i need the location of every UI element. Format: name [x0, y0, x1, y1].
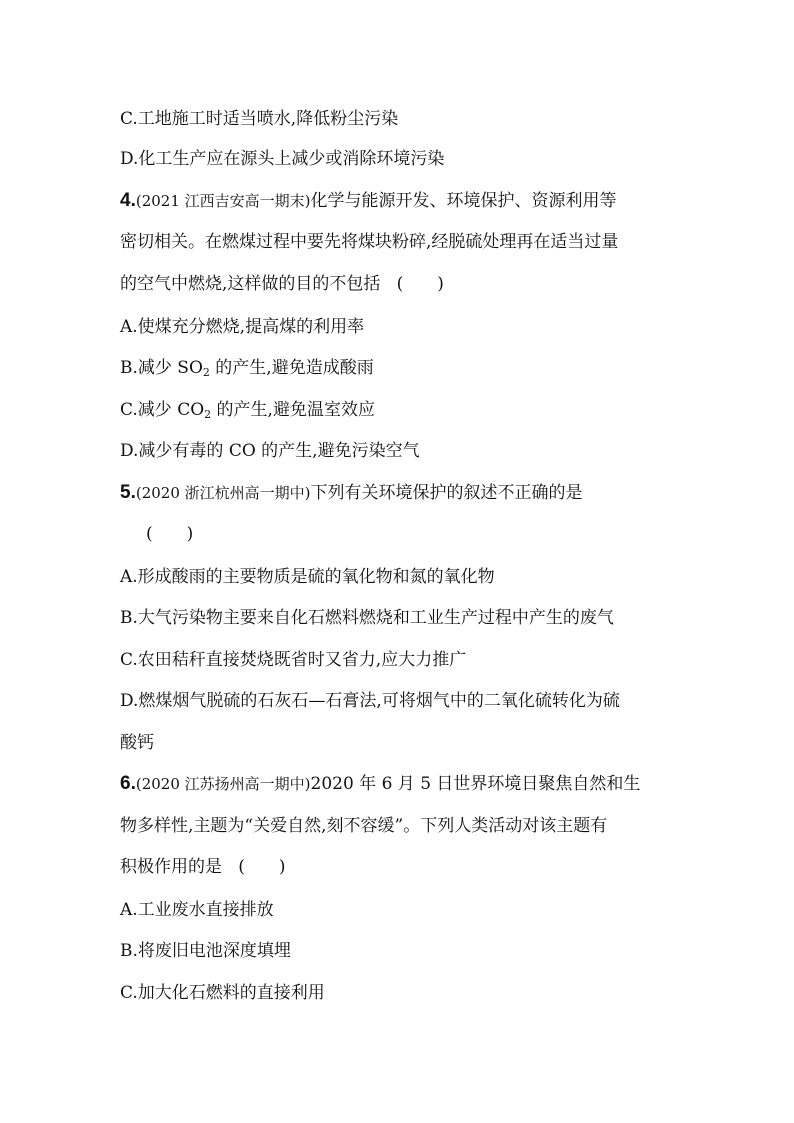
option-d-continued: 酸钙 — [120, 733, 154, 753]
option-b: B.大气污染物主要来自化石燃料燃烧和工业生产过程中产生的废气 — [120, 608, 614, 628]
option-c: C.农田秸秆直接焚烧既省时又省力,应大力推广 — [120, 650, 467, 670]
option-c: C.减少 $CO_2$ 的产生,避免温室效应 — [120, 400, 375, 421]
stem-text: 2020 年 6 月 5 日世界环境日聚焦自然和生 — [310, 774, 641, 794]
answer-blank: ( ) — [396, 274, 444, 294]
question-stem — [120, 190, 617, 212]
stem-text: 下列有关环境保护的叙述不正确的是 — [310, 483, 583, 503]
option-b: B.减少 $SO_2$ 的产生,避免造成酸雨 — [120, 358, 374, 379]
question-number: 5. — [120, 482, 136, 503]
stem-text: 物多样性,主题为“关爱自然,刻不容缓”。下列人类活动对该主题有 — [120, 816, 608, 836]
question-number: 4. — [120, 190, 136, 211]
option-a: A.形成酸雨的主要物质是硫的氧化物和氮的氧化物 — [120, 567, 495, 587]
answer-blank: ( ) — [146, 524, 194, 544]
option-c: C.加大化石燃料的直接利用 — [120, 983, 325, 1003]
question-source: (2020 浙江杭州高一期中) — [135, 484, 311, 502]
option-c: C.工地施工时适当喷水,降低粉尘污染 — [120, 109, 399, 129]
question-stem — [120, 773, 640, 795]
option-d: D.燃煤烟气脱硫的石灰石—石膏法,可将烟气中的二氧化硫转化为硫 — [120, 691, 620, 711]
option-a: A.工业废水直接排放 — [120, 900, 274, 920]
stem-text: 的空气中燃烧,这样做的目的不包括 ( ) — [120, 274, 444, 294]
stem-text: 积极作用的是 ( ) — [120, 857, 286, 877]
option-a: A.使煤充分燃烧,提高煤的利用率 — [120, 317, 365, 337]
option-d: D.化工生产应在源头上减少或消除环境污染 — [120, 149, 445, 169]
option-d: D.减少有毒的 CO 的产生,避免污染空气 — [120, 441, 420, 461]
question-source: (2020 江苏扬州高一期中) — [135, 775, 311, 793]
question-source: (2021 江西吉安高一期末) — [135, 192, 311, 210]
question-number: 6. — [120, 773, 136, 794]
stem-text: 化学与能源开发、环境保护、资源利用等 — [310, 191, 617, 211]
option-b: B.将废旧电池深度填埋 — [120, 941, 291, 961]
stem-text: 密切相关。在燃煤过程中要先将煤块粉碎,经脱硫处理再在适当过量 — [120, 232, 619, 252]
answer-blank: ( ) — [238, 857, 286, 877]
question-stem — [120, 482, 583, 504]
